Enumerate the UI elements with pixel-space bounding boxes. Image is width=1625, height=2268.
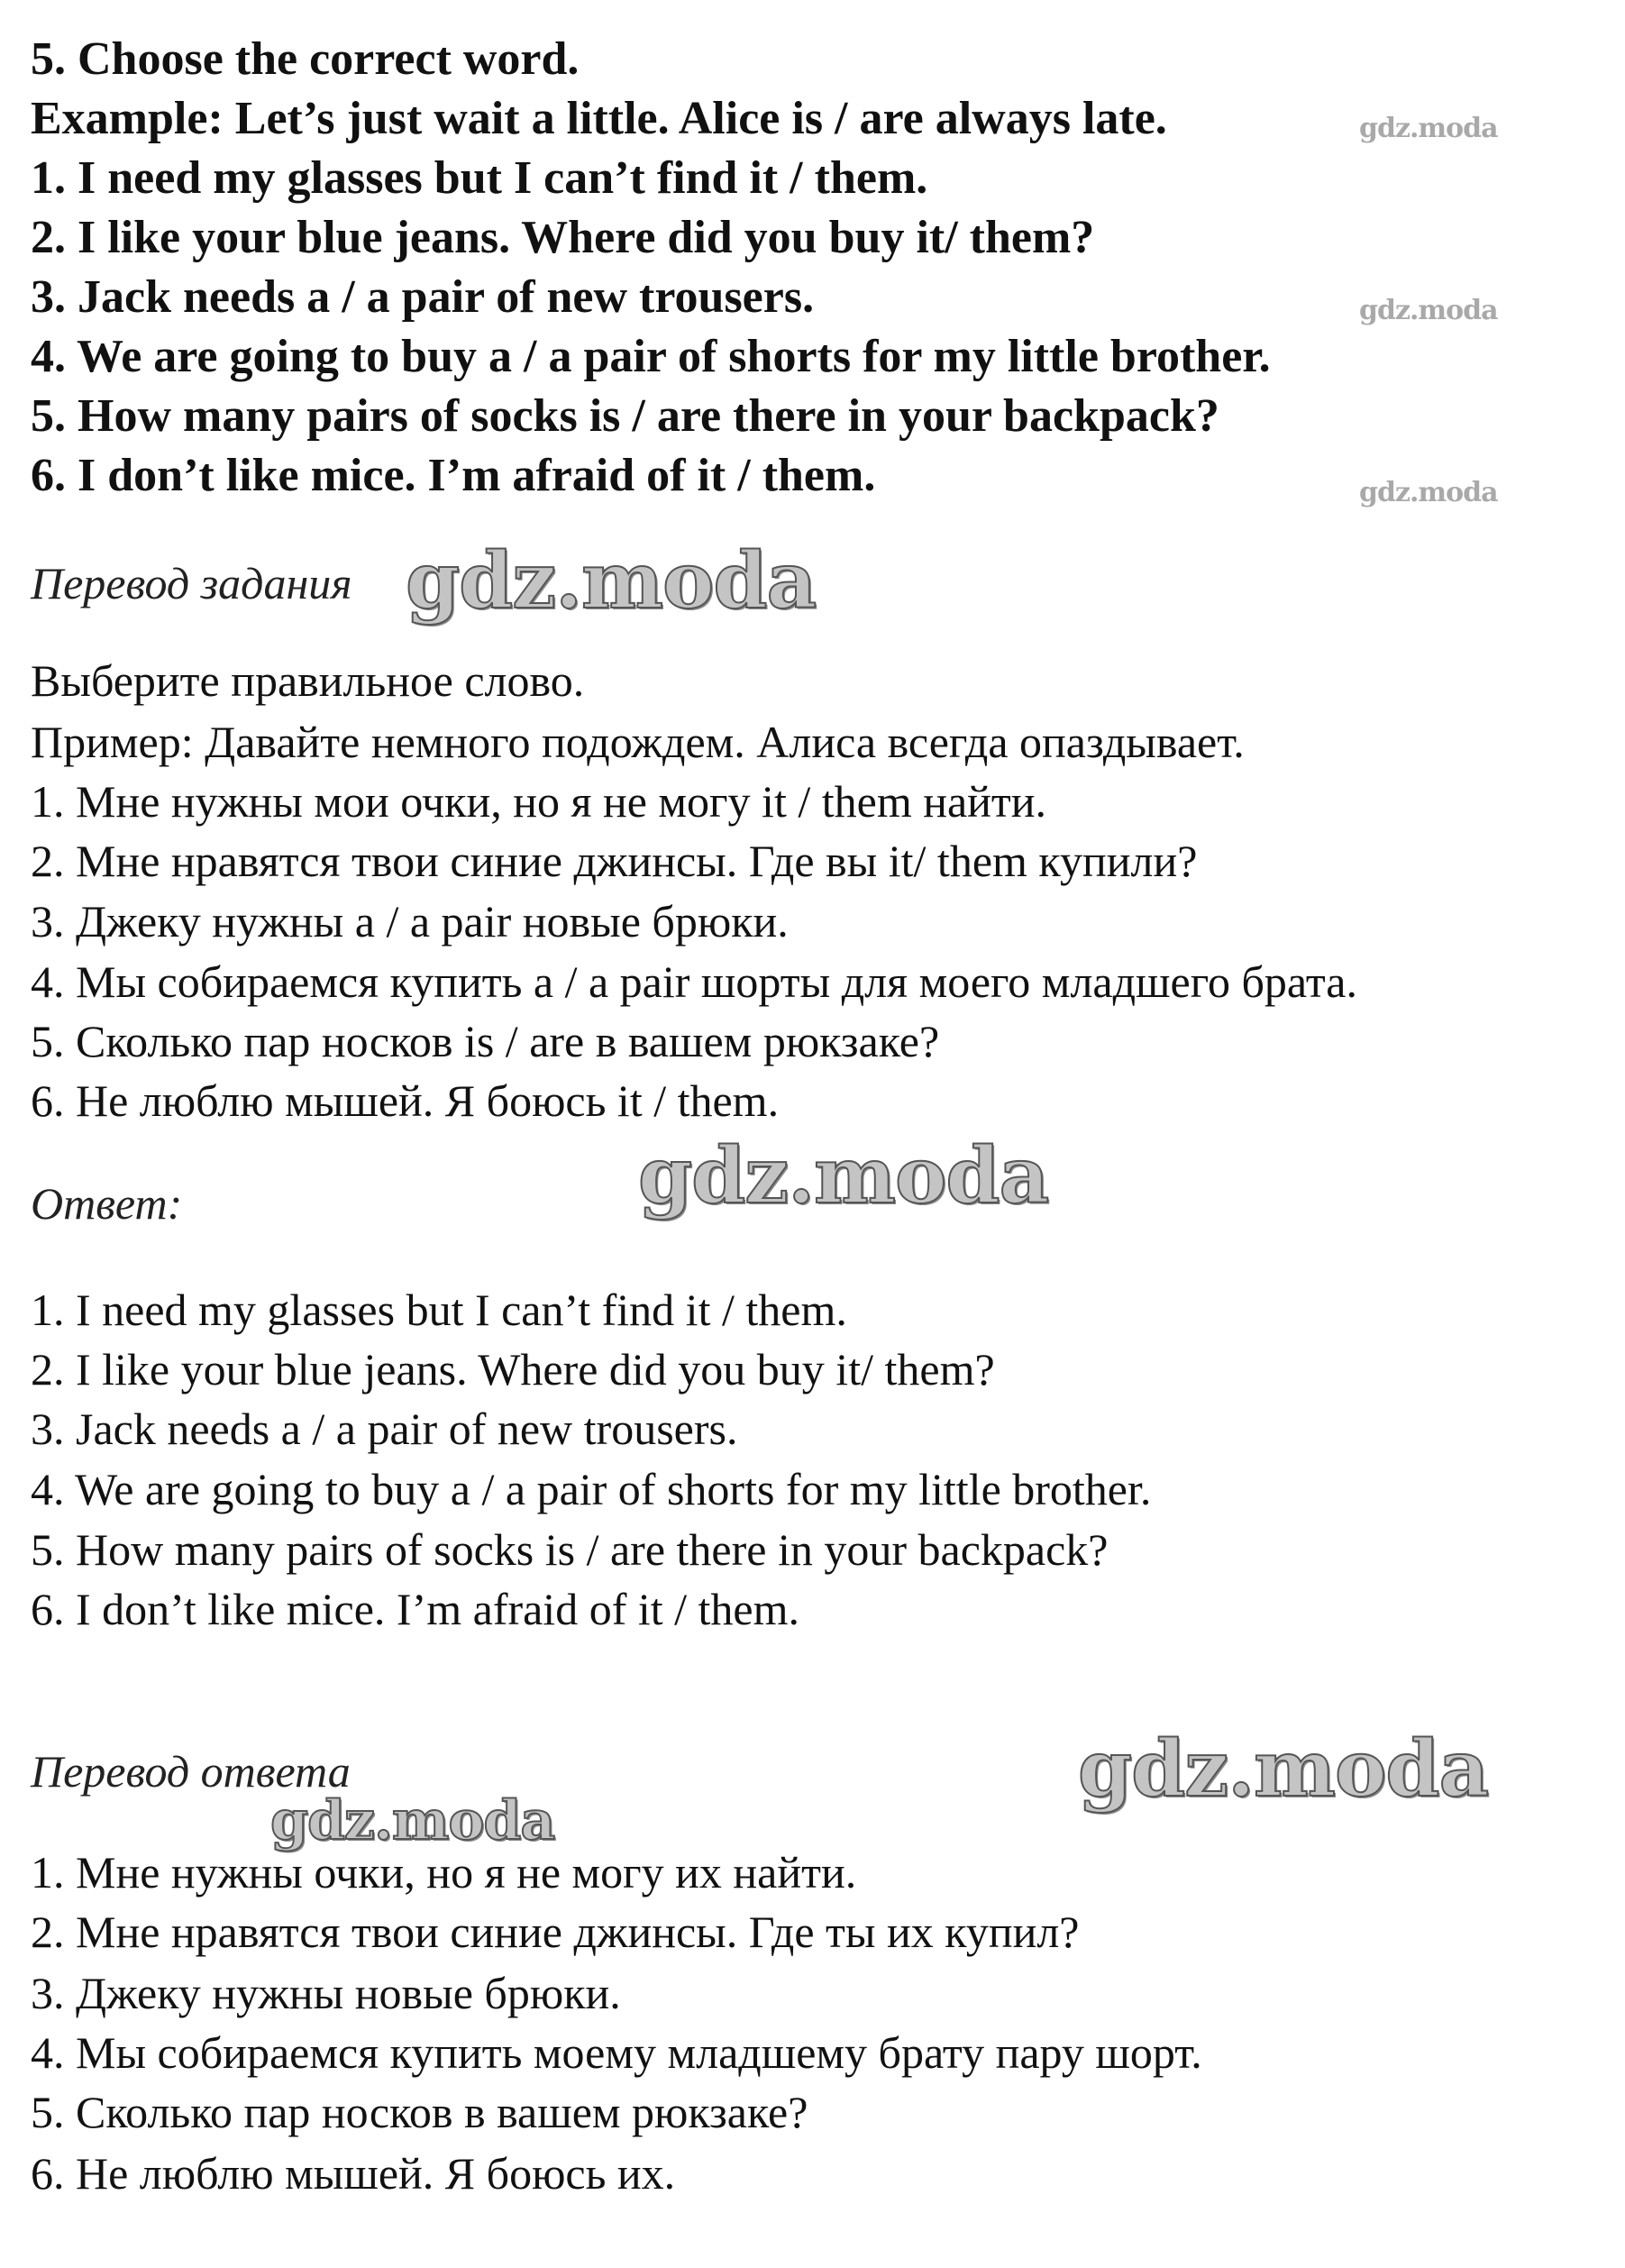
- answer-line: 2. I like your blue jeans. Where did you buy it/ them?: [31, 1344, 995, 1395]
- task-item: 2. I like your blue jeans. Where did you buy it/ them?: [31, 212, 1095, 263]
- task-translation-line: 4. Мы собираемся купить a / a pair шорты для моего младшего брата.: [31, 956, 1357, 1007]
- task-translation-line: 3. Джеку нужны a / a pair новые брюки.: [31, 896, 789, 947]
- answer-translation-heading: Перевод ответа: [31, 1746, 351, 1797]
- answer-translation-line: 2. Мне нравятся твои синие джинсы. Где ты их купил?: [31, 1907, 1080, 1957]
- answer-line: 4. We are going to buy a / a pair of shorts for my little brother.: [31, 1464, 1152, 1514]
- answer-translation-line: 3. Джеку нужны новые брюки.: [31, 1968, 621, 2018]
- answer-translation-line: 5. Сколько пар носков в вашем рюкзаке?: [31, 2087, 808, 2137]
- answer-heading: Ответ:: [31, 1178, 183, 1229]
- task-item: 4. We are going to buy a / a pair of shorts for my little brother.: [31, 331, 1271, 382]
- task-translation-line: 6. Не люблю мышей. Я боюсь it / them.: [31, 1075, 780, 1126]
- task-translation-line: 2. Мне нравятся твои синие джинсы. Где вы it/ them купили?: [31, 836, 1198, 886]
- task-translation-line: 1. Мне нужны мои очки, но я не могу it / them найти.: [31, 776, 1047, 827]
- answer-translation-line: 6. Не люблю мышей. Я боюсь их.: [31, 2148, 676, 2199]
- task-item: 3. Jack needs a / a pair of new trousers.: [31, 271, 815, 323]
- watermark-logo: gdz.moda: [638, 1130, 1049, 1221]
- watermark-logo: gdz.moda: [270, 1789, 555, 1852]
- answer-line: 3. Jack needs a / a pair of new trousers.: [31, 1404, 738, 1454]
- task-item: 1. I need my glasses but I can’t find it / them.: [31, 152, 928, 204]
- task-example: Example: Let’s just wait a little. Alice is / are always late.: [31, 93, 1167, 144]
- watermark-logo: gdz.moda: [1359, 477, 1498, 508]
- task-header: 5. Choose the correct word.: [31, 33, 580, 85]
- answer-line: 1. I need my glasses but I can’t find it / them.: [31, 1285, 847, 1335]
- answer-translation-line: 1. Мне нужны очки, но я не могу их найти.: [31, 1847, 857, 1898]
- task-translation-line: 5. Сколько пар носков is / are в вашем рюкзаке?: [31, 1016, 940, 1066]
- answer-line: 5. How many pairs of socks is / are there in your backpack?: [31, 1524, 1109, 1575]
- task-item: 6. I don’t like mice. I’m afraid of it / them.: [31, 450, 876, 501]
- watermark-logo: gdz.moda: [406, 535, 817, 626]
- answer-translation-line: 4. Мы собираемся купить моему младшему брату пару шорт.: [31, 2027, 1202, 2078]
- task-item: 5. How many pairs of socks is / are there in your backpack?: [31, 390, 1219, 442]
- watermark-logo: gdz.moda: [1359, 295, 1498, 326]
- answer-line: 6. I don’t like mice. I’m afraid of it / them.: [31, 1584, 800, 1634]
- task-translation-line: Пример: Давайте немного подождем. Алиса всегда опаздывает.: [31, 717, 1245, 767]
- watermark-logo: gdz.moda: [1078, 1724, 1489, 1815]
- watermark-logo: gdz.moda: [1359, 113, 1498, 144]
- task-translation-heading: Перевод задания: [31, 558, 352, 608]
- task-translation-line: Выберите правильное слово.: [31, 655, 585, 706]
